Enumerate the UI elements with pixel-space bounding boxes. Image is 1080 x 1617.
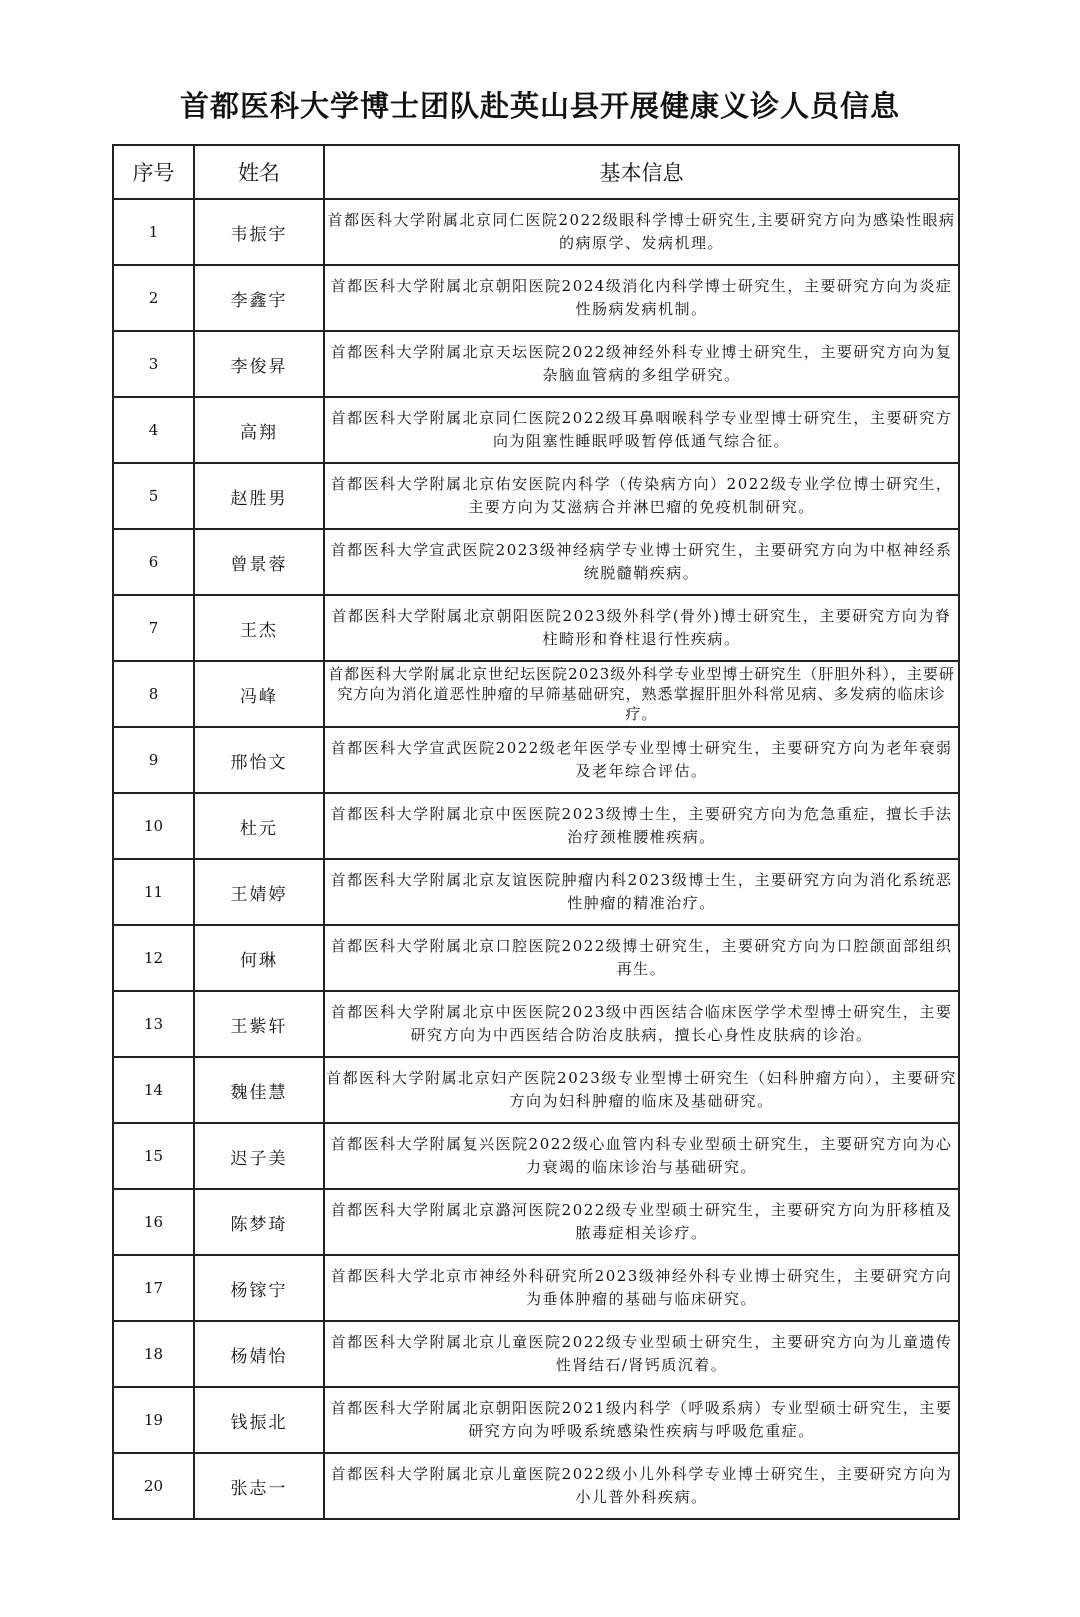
row-name: 王紫轩 <box>194 991 324 1057</box>
row-info: 首都医科大学附属北京世纪坛医院2023级外科学专业型博士研究生（肝胆外科），主要研究方向为消化道恶性肿瘤的早筛基础研究，熟悉掌握肝胆外科常见病、多发病的临床诊疗。 <box>324 661 959 727</box>
table-row <box>113 859 959 925</box>
row-name: 杨婧怡 <box>194 1321 324 1387</box>
table-row <box>113 265 959 331</box>
table-row <box>113 1189 959 1255</box>
row-name: 高翔 <box>194 397 324 463</box>
row-info: 首都医科大学宣武医院2023级神经病学专业博士研究生，主要研究方向为中枢神经系统脱髓鞘疾病。 <box>324 529 959 595</box>
row-name: 李俊昇 <box>194 331 324 397</box>
table-row <box>113 529 959 595</box>
row-info: 首都医科大学附属北京潞河医院2022级专业型硕士研究生，主要研究方向为肝移植及脓毒症相关诊疗。 <box>324 1189 959 1255</box>
row-info: 首都医科大学附属北京天坛医院2022级神经外科专业博士研究生，主要研究方向为复杂脑血管病的多组学研究。 <box>324 331 959 397</box>
row-name: 迟子美 <box>194 1123 324 1189</box>
row-no: 6 <box>113 529 194 595</box>
table-row <box>113 1123 959 1189</box>
row-no: 17 <box>113 1255 194 1321</box>
row-name: 王杰 <box>194 595 324 661</box>
row-no: 15 <box>113 1123 194 1189</box>
row-no: 13 <box>113 991 194 1057</box>
row-no: 3 <box>113 331 194 397</box>
row-no: 10 <box>113 793 194 859</box>
row-no: 1 <box>113 199 194 265</box>
row-name: 韦振宇 <box>194 199 324 265</box>
table-row <box>113 661 959 727</box>
row-info: 首都医科大学宣武医院2022级老年医学专业型博士研究生，主要研究方向为老年衰弱及老年综合评估。 <box>324 727 959 793</box>
row-name: 张志一 <box>194 1453 324 1519</box>
row-info: 首都医科大学附属北京同仁医院2022级耳鼻咽喉科学专业型博士研究生，主要研究方向为阻塞性睡眠呼吸暂停低通气综合征。 <box>324 397 959 463</box>
row-name: 钱振北 <box>194 1387 324 1453</box>
header-info: 基本信息 <box>324 145 959 199</box>
table-row <box>113 331 959 397</box>
header-row <box>113 145 959 199</box>
page-title: 首都医科大学博士团队赴英山县开展健康义诊人员信息 <box>179 89 900 123</box>
row-no: 19 <box>113 1387 194 1453</box>
row-no: 7 <box>113 595 194 661</box>
row-name: 邢怡文 <box>194 727 324 793</box>
row-info: 首都医科大学北京市神经外科研究所2023级神经外科专业博士研究生，主要研究方向为垂体肿瘤的基础与临床研究。 <box>324 1255 959 1321</box>
header-name: 姓名 <box>194 145 324 199</box>
row-name: 李鑫宇 <box>194 265 324 331</box>
table-row <box>113 397 959 463</box>
row-no: 8 <box>113 661 194 727</box>
row-no: 18 <box>113 1321 194 1387</box>
row-name: 王婧婷 <box>194 859 324 925</box>
row-info: 首都医科大学附属北京佑安医院内科学（传染病方向）2022级专业学位博士研究生，主要方向为艾滋病合并淋巴瘤的免疫机制研究。 <box>324 463 959 529</box>
row-info: 首都医科大学附属北京朝阳医院2023级外科学(骨外)博士研究生，主要研究方向为脊柱畸形和脊柱退行性疾病。 <box>324 595 959 661</box>
row-info: 首都医科大学附属北京中医医院2023级博士生，主要研究方向为危急重症，擅长手法治疗颈椎腰椎疾病。 <box>324 793 959 859</box>
row-name: 魏佳慧 <box>194 1057 324 1123</box>
row-name: 杨镓宁 <box>194 1255 324 1321</box>
row-info: 首都医科大学附属复兴医院2022级心血管内科专业型硕士研究生，主要研究方向为心力衰竭的临床诊治与基础研究。 <box>324 1123 959 1189</box>
table-row <box>113 1255 959 1321</box>
table-row <box>113 1453 959 1519</box>
row-info: 首都医科大学附属北京儿童医院2022级专业型硕士研究生，主要研究方向为儿童遗传性肾结石/肾钙质沉着。 <box>324 1321 959 1387</box>
table-row <box>113 1057 959 1123</box>
row-name: 赵胜男 <box>194 463 324 529</box>
row-no: 16 <box>113 1189 194 1255</box>
row-no: 9 <box>113 727 194 793</box>
row-name: 陈梦琦 <box>194 1189 324 1255</box>
table-row <box>113 925 959 991</box>
row-no: 4 <box>113 397 194 463</box>
table-row <box>113 991 959 1057</box>
row-no: 11 <box>113 859 194 925</box>
row-info: 首都医科大学附属北京朝阳医院2024级消化内科学博士研究生，主要研究方向为炎症性肠病发病机制。 <box>324 265 959 331</box>
row-no: 2 <box>113 265 194 331</box>
table-row <box>113 595 959 661</box>
row-name: 何琳 <box>194 925 324 991</box>
row-info: 首都医科大学附属北京朝阳医院2021级内科学（呼吸系病）专业型硕士研究生，主要研究方向为呼吸系统感染性疾病与呼吸危重症。 <box>324 1387 959 1453</box>
row-info: 首都医科大学附属北京同仁医院2022级眼科学博士研究生,主要研究方向为感染性眼病的病原学、发病机理。 <box>324 199 959 265</box>
table-row <box>113 1387 959 1453</box>
row-no: 5 <box>113 463 194 529</box>
table-row <box>113 727 959 793</box>
row-no: 20 <box>113 1453 194 1519</box>
row-info: 首都医科大学附属北京妇产医院2023级专业型博士研究生（妇科肿瘤方向），主要研究方向为妇科肿瘤的临床及基础研究。 <box>324 1057 959 1123</box>
row-info: 首都医科大学附属北京友谊医院肿瘤内科2023级博士生，主要研究方向为消化系统恶性肿瘤的精准治疗。 <box>324 859 959 925</box>
table-row <box>113 793 959 859</box>
row-info: 首都医科大学附属北京儿童医院2022级小儿外科学专业博士研究生，主要研究方向为小儿普外科疾病。 <box>324 1453 959 1519</box>
row-no: 14 <box>113 1057 194 1123</box>
table-row <box>113 1321 959 1387</box>
row-no: 12 <box>113 925 194 991</box>
row-name: 曾景蓉 <box>194 529 324 595</box>
table-row <box>113 199 959 265</box>
row-info: 首都医科大学附属北京口腔医院2022级博士研究生，主要研究方向为口腔颌面部组织再生。 <box>324 925 959 991</box>
row-name: 杜元 <box>194 793 324 859</box>
row-name: 冯峰 <box>194 661 324 727</box>
roster-table <box>112 144 960 1520</box>
row-info: 首都医科大学附属北京中医医院2023级中西医结合临床医学学术型博士研究生，主要研究方向为中西医结合防治皮肤病，擅长心身性皮肤病的诊治。 <box>324 991 959 1057</box>
table-row <box>113 463 959 529</box>
header-no: 序号 <box>113 145 194 199</box>
